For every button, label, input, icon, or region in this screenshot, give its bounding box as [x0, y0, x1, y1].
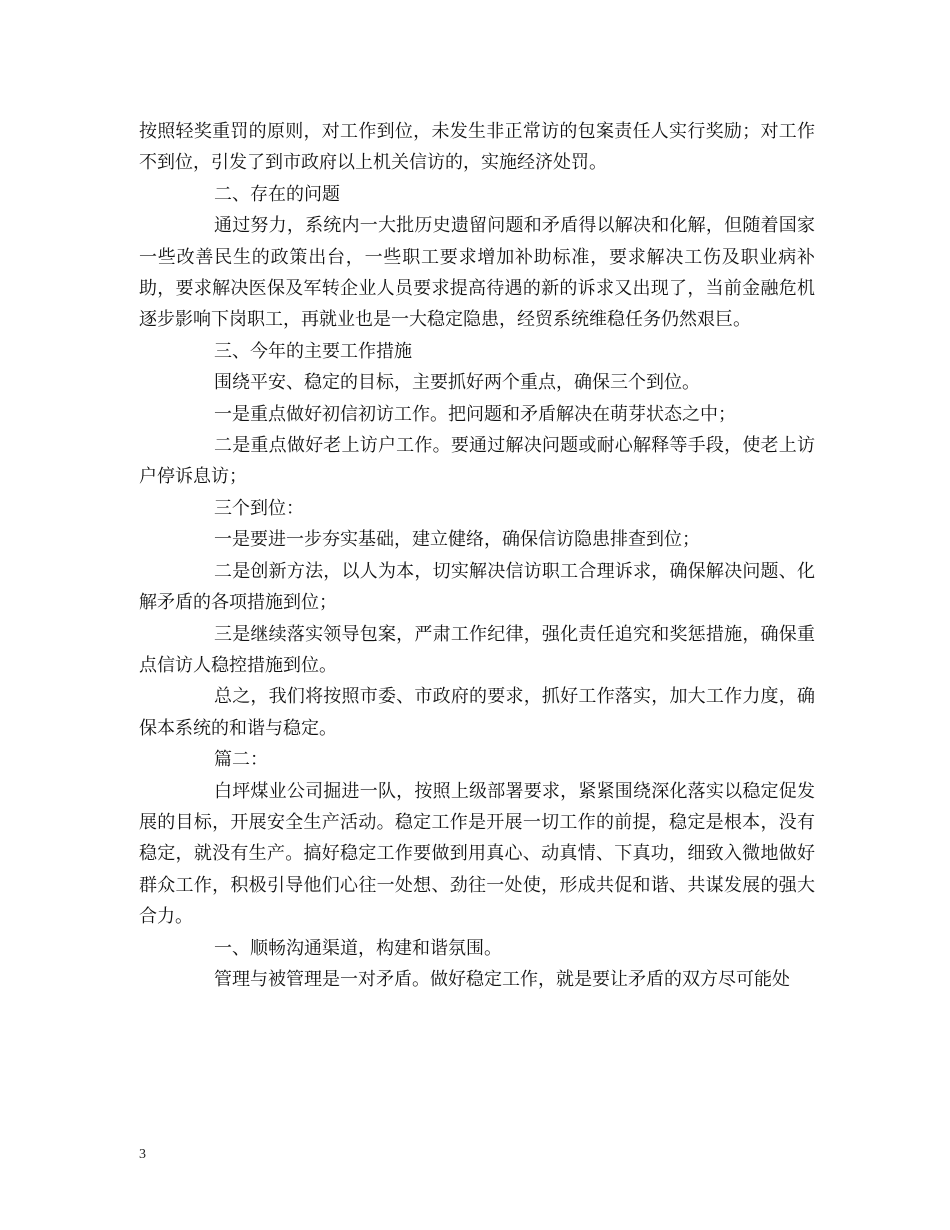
- paragraph-in-place-three: 三是继续落实领导包案，严肃工作纪律，强化责任追究和奖惩措施，确保重点信访人稳控措施到位。: [139, 623, 815, 676]
- paragraph-continuation-rewards: 按照轻奖重罚的原则，对工作到位，未发生非正常访的包案责任人实行奖励；对工作不到位，引发了到市政府以上机关信访的，实施经济处罚。: [139, 121, 815, 174]
- page-number: 3: [139, 1147, 146, 1162]
- paragraph-in-place-one: 一是要进一步夯实基础，建立健络，确保信访隐患排查到位；: [214, 529, 700, 551]
- paragraph-focus-one: 一是重点做好初信初访工作。把问题和矛盾解决在萌芽状态之中；: [214, 403, 736, 425]
- heading-main-measures: 三、今年的主要工作措施: [214, 340, 412, 362]
- paragraph-baiping-intro: 白坪煤业公司掘进一队，按照上级部署要求，紧紧围绕深化落实以稳定促发展的目标，开展安全生产活动。稳定工作是开展一切工作的前提，稳定是根本，没有稳定，就没有生产。搞好稳定工作要做到用真心、动真情、下真功，细致入微地做好群众工作，积极引导他们心往一处想、劲往一处使，形成共促和谐、共谋发展的强大合力。: [139, 780, 815, 928]
- paragraph-problems: 通过努力，系统内一大批历史遗留问题和矛盾得以解决和化解，但随着国家一些改善民生的政策出台，一些职工要求增加补助标准，要求解决工伤及职业病补助，要求解决医保及军转企业人员要求提高待遇的新的诉求又出现了，当前金融危机逐步影响下岗职工，再就业也是一大稳定隐患，经贸系统维稳任务仍然艰巨。: [139, 215, 815, 331]
- paragraph-summary: 总之，我们将按照市委、市政府的要求，抓好工作落实，加大工作力度，确保本系统的和谐与稳定。: [139, 686, 815, 739]
- heading-existing-problems: 二、存在的问题: [214, 183, 340, 205]
- paragraph-management: 管理与被管理是一对矛盾。做好稳定工作，就是要让矛盾的双方尽可能处: [214, 968, 790, 990]
- document-body: [139, 116, 815, 995]
- heading-part-two: 篇二：: [214, 749, 268, 771]
- heading-three-in-place: 三个到位：: [214, 497, 304, 519]
- paragraph-in-place-two: 二是创新方法，以人为本，切实解决信访职工合理诉求，确保解决问题、化解矛盾的各项措施到位；: [139, 560, 815, 614]
- paragraph-focus-two: 二是重点做好老上访户工作。要通过解决问题或耐心解释等手段，使老上访户停诉息访；: [139, 435, 815, 488]
- paragraph-goals: 围绕平安、稳定的目标，主要抓好两个重点，确保三个到位。: [214, 372, 700, 394]
- heading-channels: 一、顺畅沟通渠道，构建和谐氛围。: [214, 937, 502, 959]
